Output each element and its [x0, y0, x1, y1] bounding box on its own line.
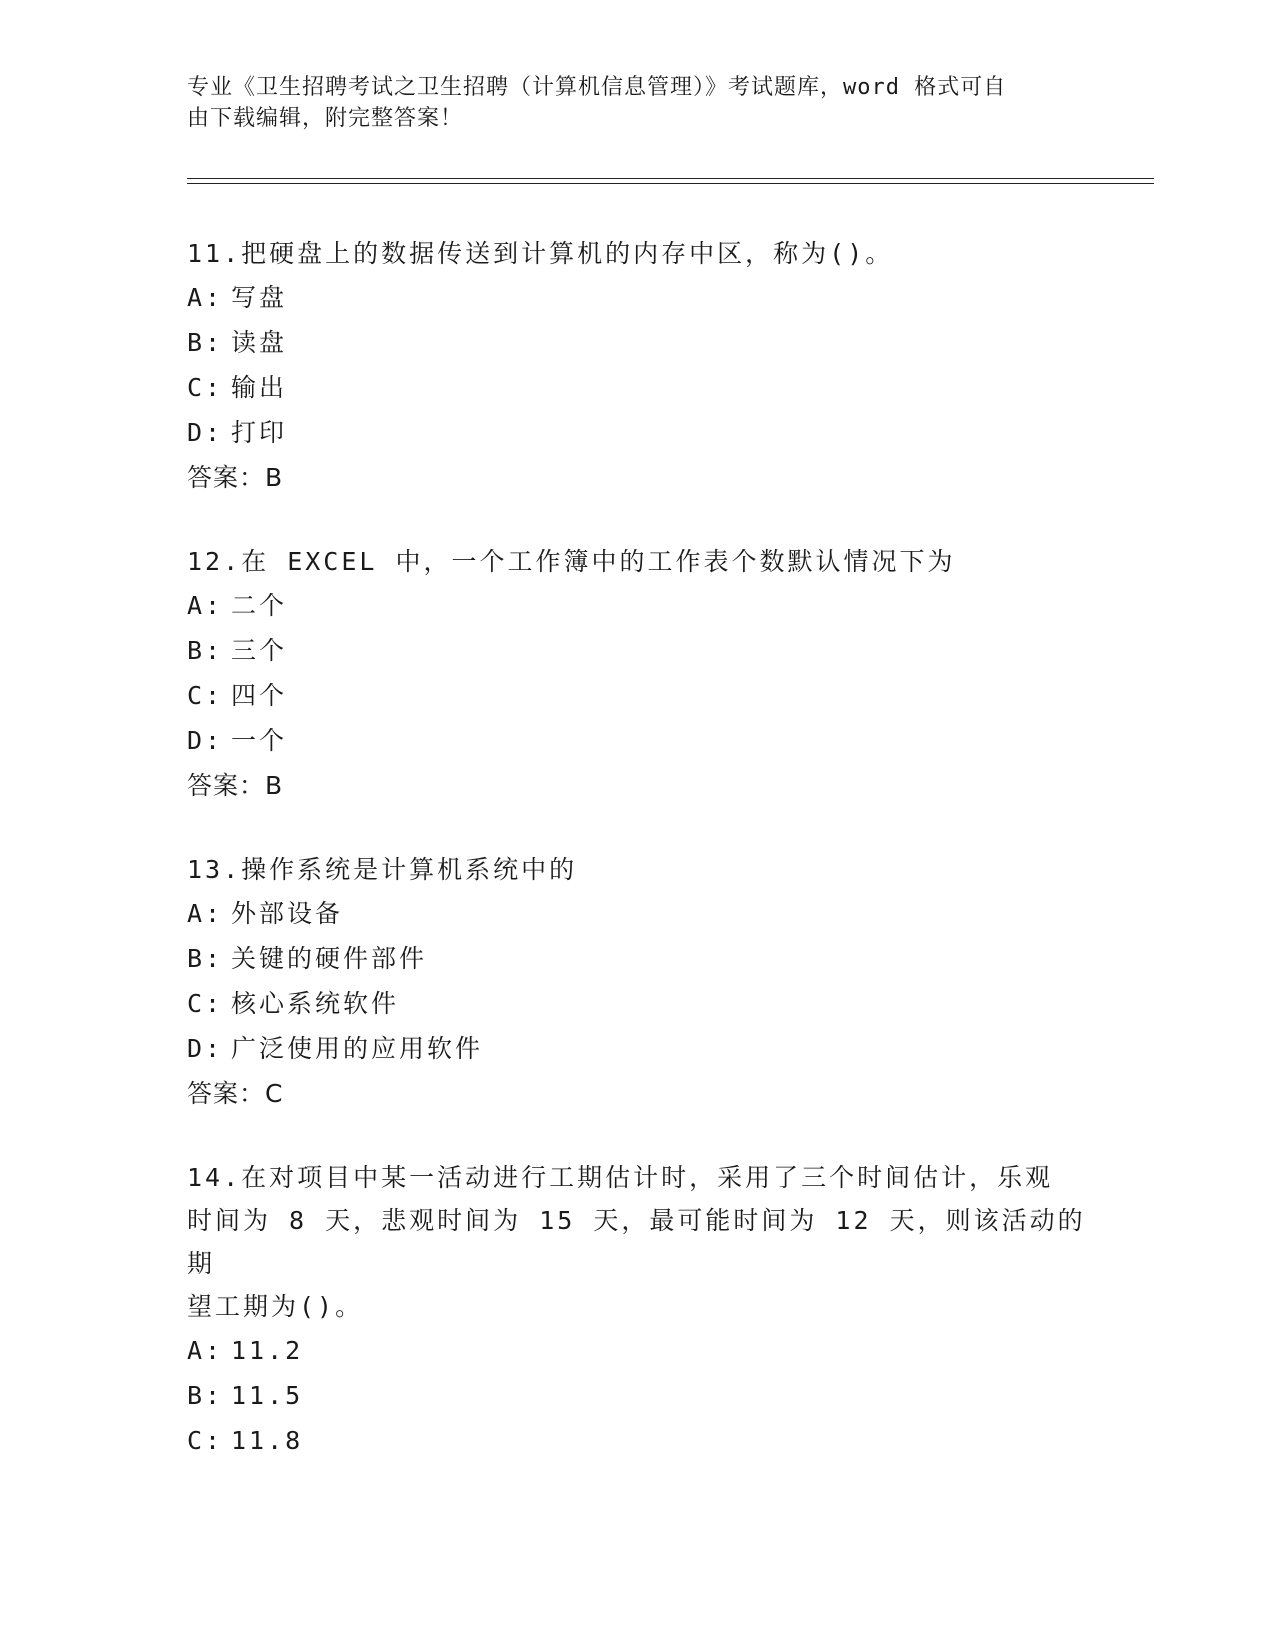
option-key: D:: [187, 418, 224, 447]
question-stem-line-3: 望工期为()。: [187, 1292, 364, 1321]
option-text: 广泛使用的应用软件: [231, 1034, 484, 1063]
option-key: B:: [187, 1381, 224, 1410]
option-text: 二个: [231, 591, 288, 620]
document-header: [187, 72, 1067, 134]
option-d: [187, 718, 1087, 763]
option-key: D:: [187, 726, 224, 755]
option-key: C:: [187, 373, 224, 402]
question-list: [187, 232, 1087, 1502]
option-d: [187, 1026, 1087, 1071]
option-a: [187, 583, 1087, 628]
question-14: [187, 1156, 1087, 1463]
answer-line: 答案：B: [187, 771, 284, 800]
option-key: B:: [187, 944, 224, 973]
option-c: [187, 673, 1087, 718]
header-divider-bottom: [187, 183, 1154, 184]
option-key: B:: [187, 328, 224, 357]
header-divider-top: [187, 178, 1154, 179]
option-key: C:: [187, 1426, 224, 1455]
option-c: [187, 365, 1087, 410]
option-text: 11.5: [231, 1381, 304, 1410]
option-b: [187, 628, 1087, 673]
option-d: [187, 410, 1087, 455]
option-key: A:: [187, 1336, 224, 1365]
option-key: C:: [187, 681, 224, 710]
option-a: [187, 275, 1087, 320]
option-text: 打印: [231, 418, 288, 447]
option-text: 11.8: [231, 1426, 304, 1455]
option-text: 四个: [231, 681, 288, 710]
question-stem: 13.操作系统是计算机系统中的: [187, 855, 578, 884]
question-stem: 11.把硬盘上的数据传送到计算机的内存中区，称为()。: [187, 239, 894, 268]
option-key: A:: [187, 283, 224, 312]
option-key: B:: [187, 636, 224, 665]
option-text: 外部设备: [231, 899, 344, 928]
option-text: 写盘: [231, 283, 288, 312]
option-text: 三个: [231, 636, 288, 665]
option-b: [187, 1373, 1087, 1418]
option-text: 关键的硬件部件: [231, 944, 428, 973]
option-text: 输出: [231, 373, 288, 402]
option-a: [187, 1328, 1087, 1373]
header-line-1: 专业《卫生招聘考试之卫生招聘（计算机信息管理）》考试题库，word 格式可自: [187, 75, 1007, 100]
option-text: 一个: [231, 726, 288, 755]
option-a: [187, 891, 1087, 936]
option-b: [187, 320, 1087, 365]
option-key: C:: [187, 989, 224, 1018]
option-c: [187, 1418, 1087, 1463]
answer-line: 答案：C: [187, 1079, 284, 1108]
answer-line: 答案：B: [187, 463, 284, 492]
question-stem-line-2: 时间为 8 天，悲观时间为 15 天，最可能时间为 12 天，则该活动的期: [187, 1206, 1086, 1278]
option-text: 11.2: [231, 1336, 304, 1365]
option-text: 读盘: [231, 328, 288, 357]
option-b: [187, 936, 1087, 981]
header-line-2: 由下载编辑，附完整答案！: [187, 106, 464, 131]
option-c: [187, 981, 1087, 1026]
question-stem: 12.在 EXCEL 中，一个工作簿中的工作表个数默认情况下为: [187, 547, 956, 576]
option-key: A:: [187, 899, 224, 928]
question-stem-line-1: 14.在对项目中某一活动进行工期估计时，采用了三个时间估计，乐观: [187, 1163, 1054, 1192]
question-11: [187, 232, 1087, 501]
question-12: [187, 540, 1087, 809]
option-key: D:: [187, 1034, 224, 1063]
question-13: [187, 848, 1087, 1117]
option-key: A:: [187, 591, 224, 620]
option-text: 核心系统软件: [231, 989, 400, 1018]
